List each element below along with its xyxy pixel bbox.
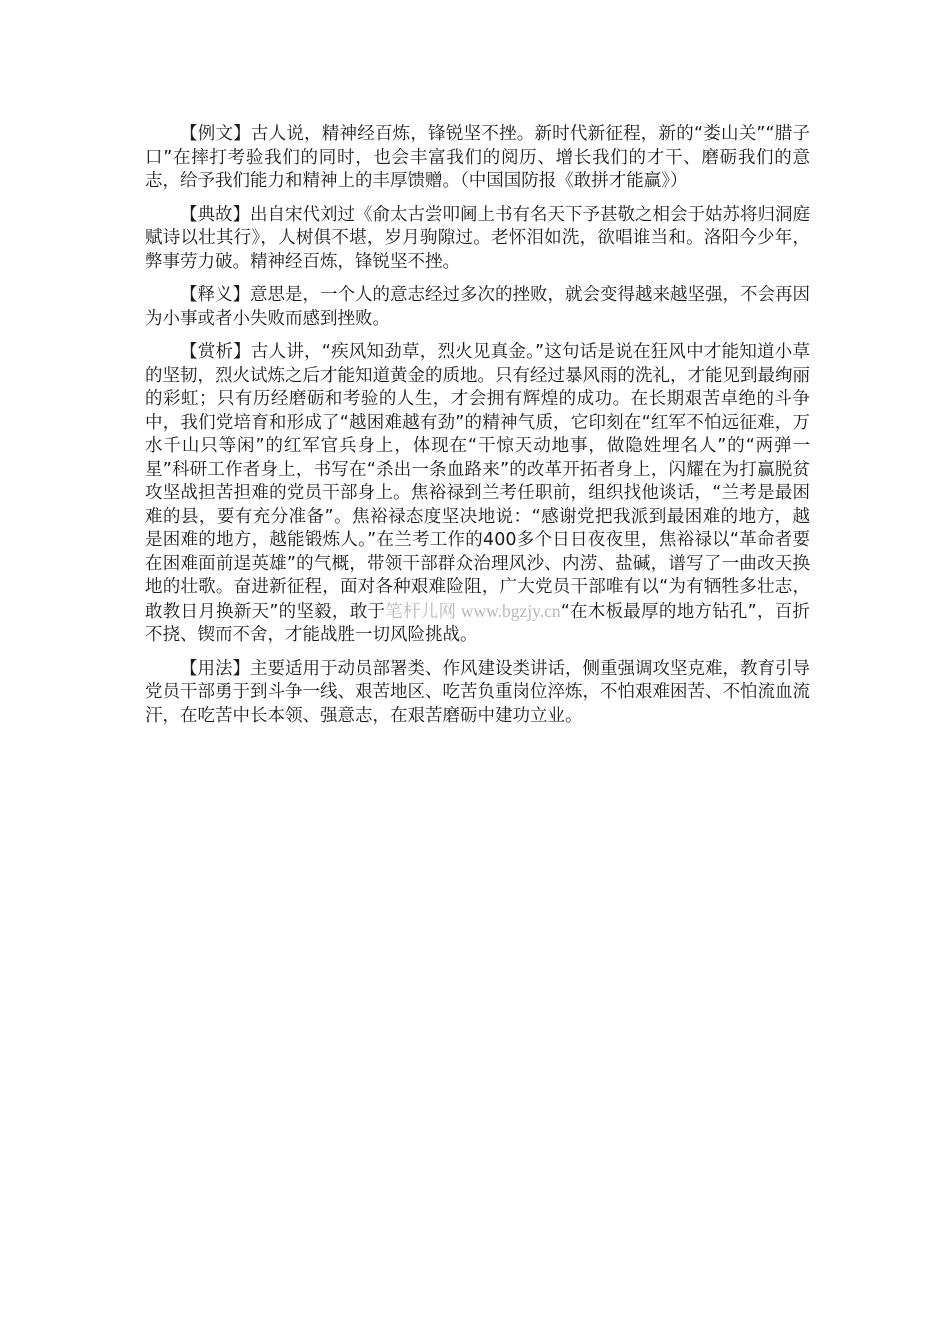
analysis-text-before: 【赏析】古人讲，“疾风知劲草，烈火见真金。”这句话是说在狂风中才能知道小草的坚韧，烈火试炼之后才能知道黄金的质地。只有经过暴风雨的洗礼，才能见到最绚丽的彩虹；只有历经磨砺和考验的人生，才会拥有辉煌的成功。在长期艰苦卓绝的斗争中，我们党培育和形成了“越困难越有劲”的精神气质，它印刻在“红军不怕远征难，万水千山只等闲”的红军官兵身上，体现在“干惊天动地事，做隐姓埋名人”的“两弹一星”科研工作者身上，书写在“杀出一条血路来”的改革开拓者身上，闪耀在为打赢脱贫攻坚战担苦担难的党员干部身上。焦裕禄到兰考任职前，组织找他谈话，“兰考是最困难的县，要有充分准备”。焦裕禄态度坚决地说：“感谢党把我派到最困难的地方，越是困难的地方，越能锻炼人。”在兰考工作的400多个日日夜夜里，焦裕禄以“革命者要在困难面前逞英雄”的气概，带领干部群众治理风沙、内涝、盐碱，谱写了一曲改天换地的壮歌。奋进新征程，面对各种艰难险阻，广大党员干部唯有以“为有牺牲多壮志，敢教日月换新天”的坚毅，敢于 xyxy=(145,342,810,622)
allusion-paragraph: 【典故】出自宋代刘过《俞太古尝叩阃上书有名天下予甚敬之相会于姑苏将归洞庭赋诗以壮其行》，人树俱不堪，岁月驹隙过。老怀泪如洗，欲唱谁当和。洛阳今少年，弊事劳力破。精神经百炼，锋锐坚不挫。 xyxy=(145,204,810,272)
analysis-text-after: “在木板最厚的地方钻孔”，百折不挠、锲而不舍，才能战胜一切风险挑战。 xyxy=(145,601,810,645)
analysis-paragraph xyxy=(145,341,810,648)
meaning-paragraph: 【释义】意思是，一个人的意志经过多次的挫败，就会变得越来越坚强，不会再因为小事或者小失败而感到挫败。 xyxy=(145,285,810,329)
example-paragraph: 【例文】古人说，精神经百炼，锋锐坚不挫。新时代新征程，新的“娄山关”“腊子口”在摔打考验我们的同时，也会丰富我们的阅历、增长我们的才干、磨砺我们的意志，给予我们能力和精神上的丰厚馈赠。（中国国防报《敢拼才能赢》） xyxy=(145,124,810,191)
usage-paragraph: 【用法】主要适用于动员部署类、作风建设类讲话，侧重强调攻坚克难，教育引导党员干部勇于到斗争一线、艰苦地区、吃苦负重岗位淬炼，不怕艰难困苦、不怕流血流汗，在吃苦中长本领、强意志，在艰苦磨砺中建功立业。 xyxy=(145,658,810,726)
document-page xyxy=(145,123,810,738)
watermark-text: 笔杆儿网 www.bgzjy.cn xyxy=(385,600,561,621)
